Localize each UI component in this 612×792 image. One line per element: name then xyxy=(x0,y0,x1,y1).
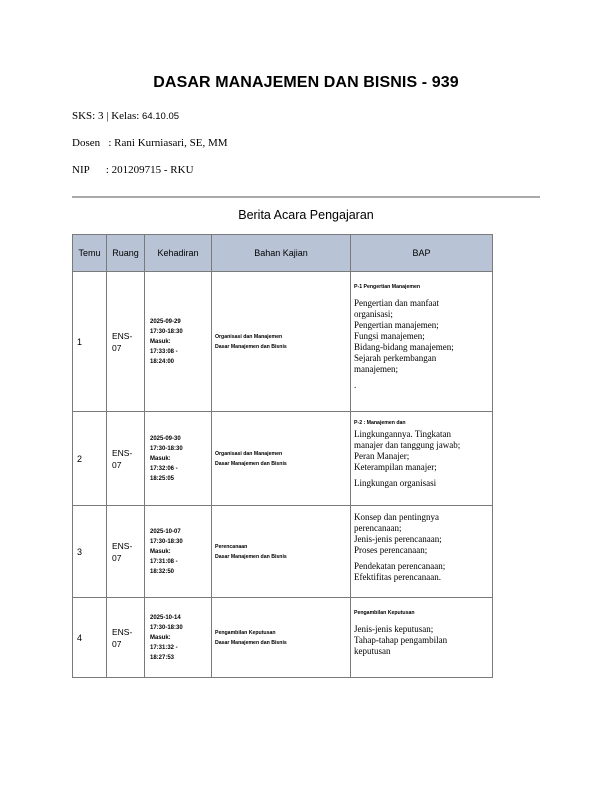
table-row xyxy=(73,598,493,678)
bap-line: Efektifitas perencanaan. xyxy=(354,572,441,582)
bahan-line: Pengambilan Keputusan xyxy=(215,629,276,636)
bap-line: perencanaan; xyxy=(354,523,402,533)
ruang-line: 07 xyxy=(112,552,122,563)
kehadiran-cell xyxy=(145,506,212,598)
column-header-bap: BAP xyxy=(351,235,493,272)
bap-line: Lingkungan organisasi xyxy=(354,478,437,488)
bap-line: Pengertian dan manfaat xyxy=(354,298,439,308)
bap-cell xyxy=(351,598,493,678)
bap-cell xyxy=(351,272,493,412)
kehadiran-line: 17:30-18:30 xyxy=(150,328,183,335)
bap-text xyxy=(354,298,488,391)
bap-heading: P-1 Pengertian Manajemen xyxy=(354,284,421,290)
ruang-cell xyxy=(107,272,145,412)
kehadiran-line: Masuk: xyxy=(150,548,171,555)
bap-line: keputusan xyxy=(354,646,391,656)
temu-cell: 2 xyxy=(73,412,107,506)
kelas-value: 64.10.05 xyxy=(142,111,180,122)
kehadiran-cell xyxy=(145,598,212,678)
bahan-line: Dasar Manajemen dan Bisnis xyxy=(215,343,287,350)
kehadiran-cell xyxy=(145,412,212,506)
bap-line: Konsep dan pentingnya xyxy=(354,512,439,522)
table-row xyxy=(73,412,493,506)
ruang-line: ENS- xyxy=(112,540,133,551)
bahan-kajian-cell xyxy=(212,598,351,678)
kehadiran-line: 18:27:53 xyxy=(150,654,175,661)
ruang-cell xyxy=(107,598,145,678)
bahan-line: Organisasi dan Manajemen xyxy=(215,450,283,457)
bap-text xyxy=(354,512,488,583)
bahan-line: Dasar Manajemen dan Bisnis xyxy=(215,639,287,646)
bahan-kajian-cell xyxy=(212,272,351,412)
column-header-kehadiran: Kehadiran xyxy=(145,235,212,272)
kehadiran-line: 2025-10-14 xyxy=(150,614,181,621)
bap-cell xyxy=(351,412,493,506)
kehadiran-line: 17:31:32 - xyxy=(150,644,178,651)
page-title: DASAR MANAJEMEN DAN BISNIS - 939 xyxy=(153,74,459,91)
kehadiran-line: 17:32:06 - xyxy=(150,465,178,472)
kehadiran-line: 2025-09-29 xyxy=(150,318,181,325)
kehadiran-line: 17:30-18:30 xyxy=(150,445,183,452)
table-header-row xyxy=(73,235,493,272)
bap-heading: Pengambilan Keputusan xyxy=(354,610,415,616)
ruang-cell xyxy=(107,506,145,598)
bap-line: organisasi; xyxy=(354,309,393,319)
table-row xyxy=(73,272,493,412)
section-title: Berita Acara Pengajaran xyxy=(238,208,374,222)
column-header-ruang: Ruang xyxy=(107,235,145,272)
column-header-bahan-kajian: Bahan Kajian xyxy=(212,235,351,272)
bap-line: Jenis-jenis perencanaan; xyxy=(354,534,442,544)
teaching-log-table xyxy=(72,234,493,678)
ruang-cell xyxy=(107,412,145,506)
kehadiran-line: 2025-09-30 xyxy=(150,435,181,442)
kehadiran-line: Masuk: xyxy=(150,634,171,641)
kehadiran-line: 17:33:08 - xyxy=(150,348,178,355)
temu-cell: 1 xyxy=(73,272,107,412)
bap-line: P-2 : Manajemen dan xyxy=(354,420,406,426)
bap-line: manajemen; xyxy=(354,364,398,374)
sks-label: SKS: 3 | Kelas: xyxy=(72,110,140,122)
ruang-line: 07 xyxy=(112,638,122,649)
bap-line: Tahap-tahap pengambilan xyxy=(354,635,448,645)
ruang-line: ENS- xyxy=(112,330,133,341)
bahan-kajian-cell xyxy=(212,506,351,598)
bap-text xyxy=(354,624,488,657)
bahan-line: Dasar Manajemen dan Bisnis xyxy=(215,460,287,467)
kehadiran-line: 17:31:08 - xyxy=(150,558,178,565)
temu-cell: 3 xyxy=(73,506,107,598)
bap-line: Pendekatan perencanaan; xyxy=(354,561,446,571)
bap-cell xyxy=(351,506,493,598)
ruang-line: ENS- xyxy=(112,447,133,458)
bap-line: Sejarah perkembangan xyxy=(354,353,437,363)
kehadiran-line: 17:30-18:30 xyxy=(150,624,183,631)
kehadiran-line: 2025-10-07 xyxy=(150,528,181,535)
kehadiran-line: 18:25:05 xyxy=(150,475,175,482)
kehadiran-cell xyxy=(145,272,212,412)
bap-line: Proses perencanaan; xyxy=(354,545,428,555)
bap-line: Pengertian manajemen; xyxy=(354,320,439,330)
bahan-line: Organisasi dan Manajemen xyxy=(215,333,283,340)
kehadiran-line: 18:32:50 xyxy=(150,568,175,575)
bap-line: Keterampilan manajer; xyxy=(354,462,437,472)
nip-line: NIP : 201209715 - RKU xyxy=(72,164,194,176)
bap-line: Jenis-jenis keputusan; xyxy=(354,624,434,634)
bahan-line: Perencanaan xyxy=(215,543,248,550)
divider xyxy=(72,196,540,198)
temu-cell: 4 xyxy=(73,598,107,678)
bap-line: Fungsi manajemen; xyxy=(354,331,425,341)
bap-line: Peran Manajer; xyxy=(354,451,410,461)
bap-line: . xyxy=(354,380,357,390)
bap-text xyxy=(354,418,488,489)
bahan-kajian-cell xyxy=(212,412,351,506)
kehadiran-line: 17:30-18:30 xyxy=(150,538,183,545)
bap-line: Lingkungannya. Tingkatan xyxy=(354,429,451,439)
kehadiran-line: Masuk: xyxy=(150,455,171,462)
dosen-line: Dosen : Rani Kurniasari, SE, MM xyxy=(72,137,228,149)
bap-line: manajer dan tanggung jawab; xyxy=(354,440,461,450)
kehadiran-line: Masuk: xyxy=(150,338,171,345)
ruang-line: 07 xyxy=(112,342,122,353)
kehadiran-line: 18:24:00 xyxy=(150,358,175,365)
table-row xyxy=(73,506,493,598)
ruang-line: 07 xyxy=(112,459,122,470)
column-header-temu: Temu xyxy=(73,235,107,272)
bap-line: Bidang-bidang manajemen; xyxy=(354,342,454,352)
ruang-line: ENS- xyxy=(112,626,133,637)
bahan-line: Dasar Manajemen dan Bisnis xyxy=(215,553,287,560)
sks-kelas-line xyxy=(72,110,179,122)
